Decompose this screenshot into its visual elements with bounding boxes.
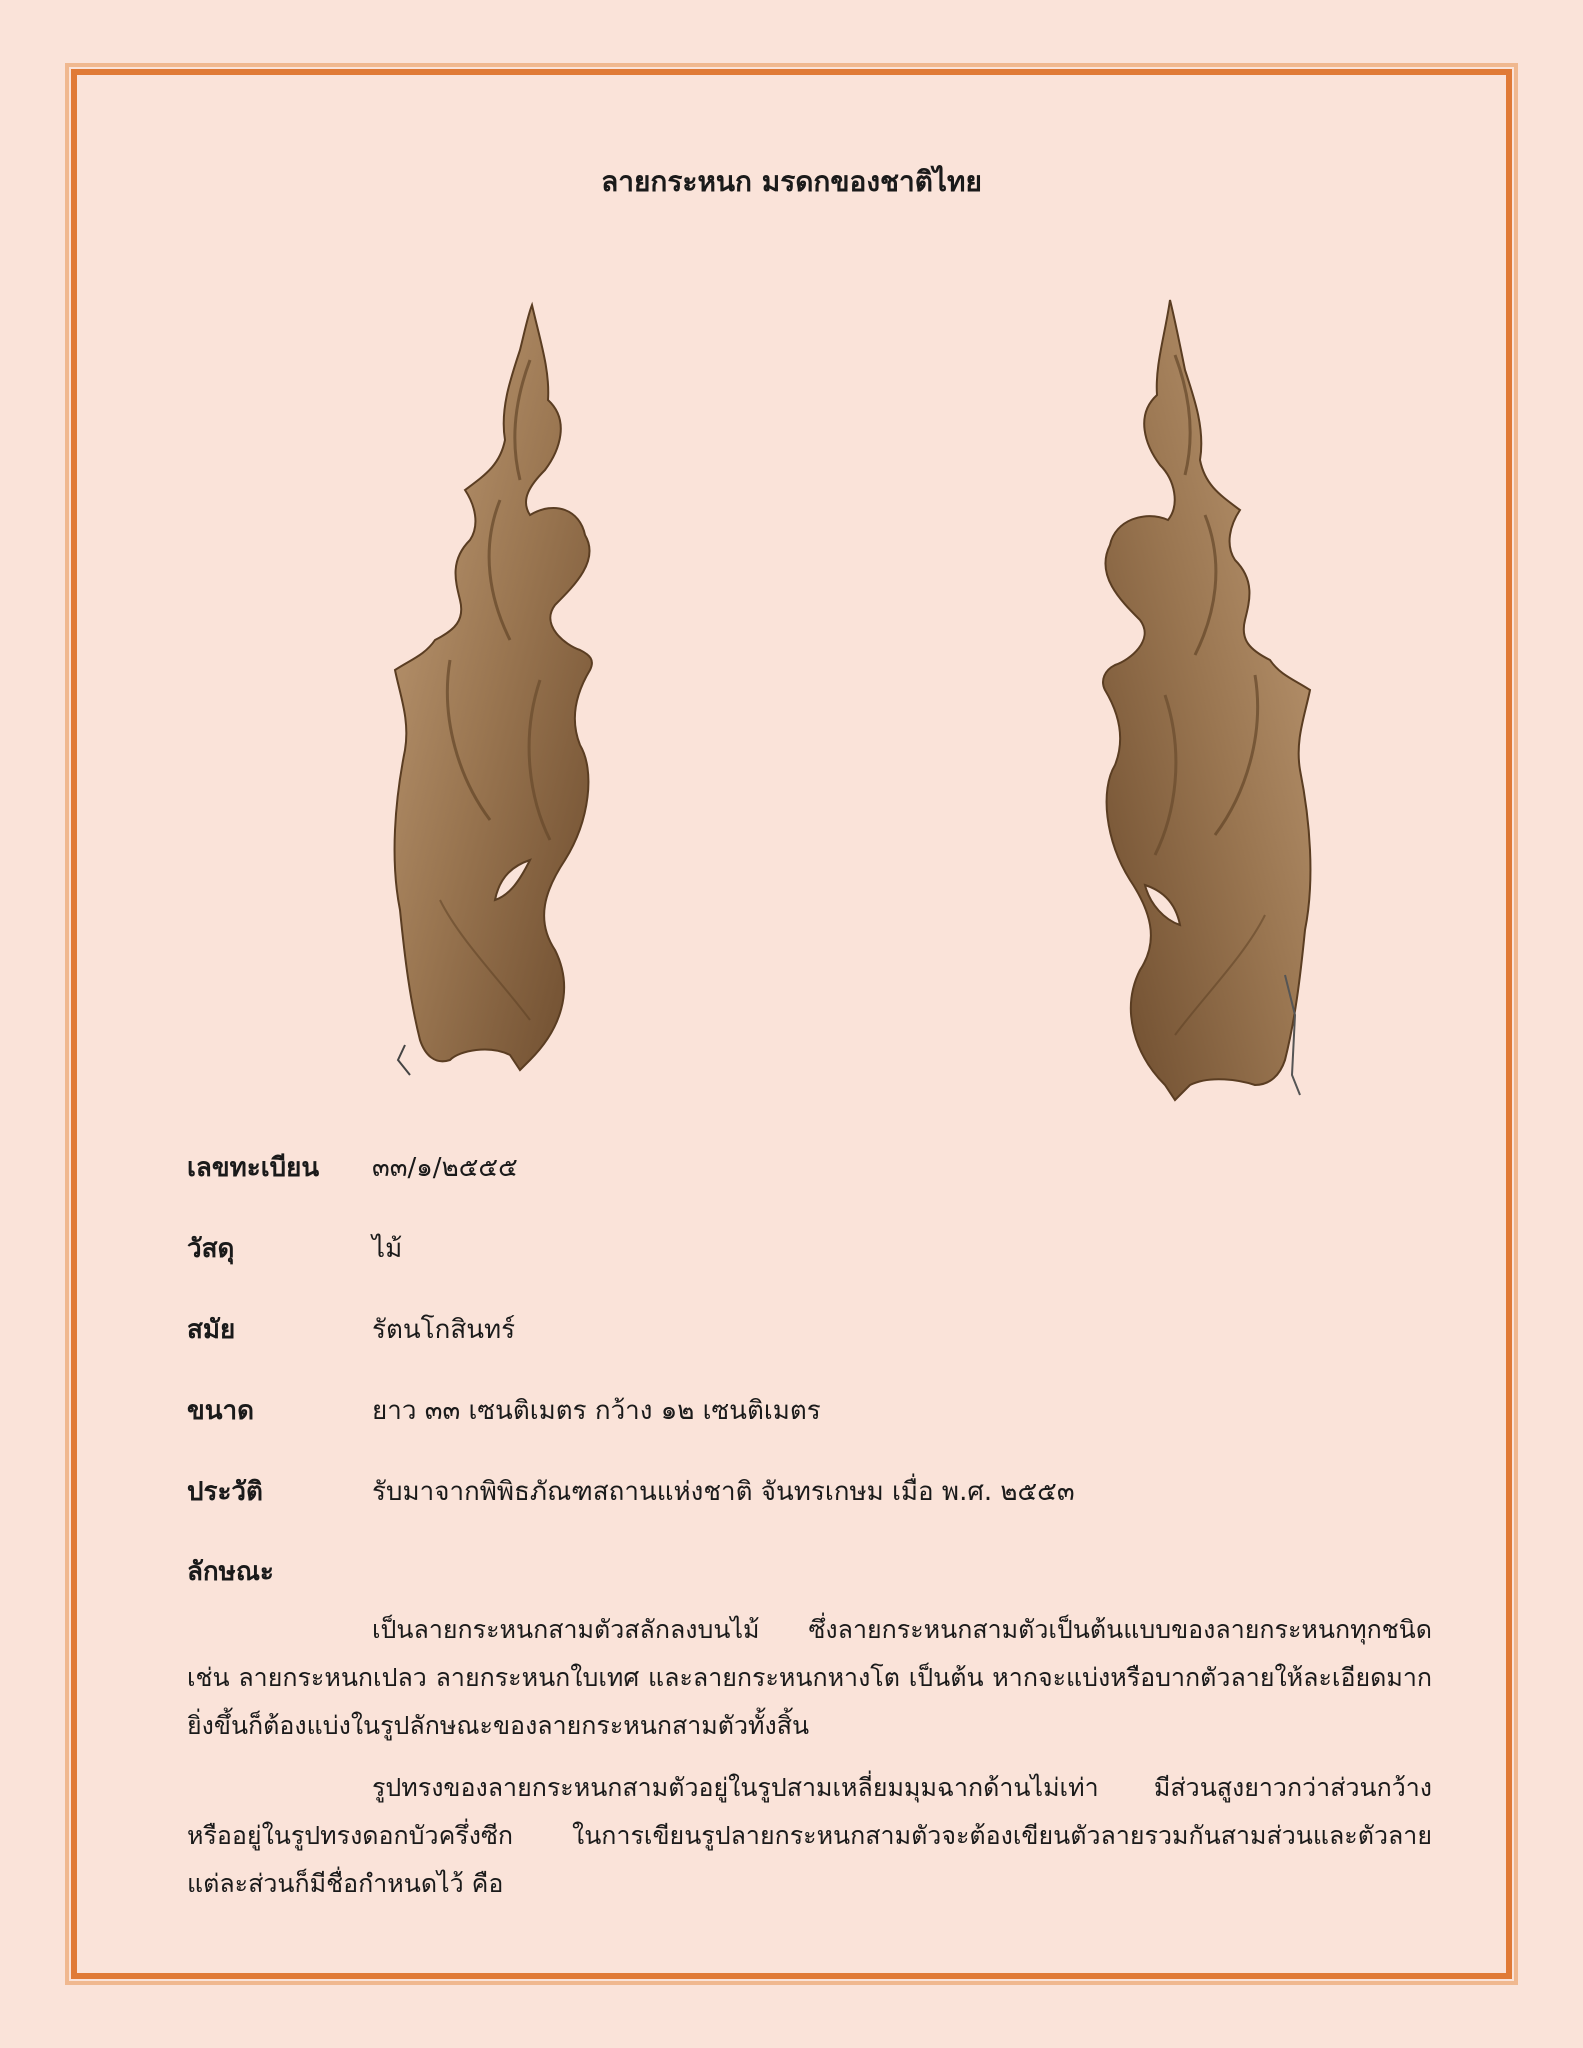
detail-value: ไม้: [372, 1234, 403, 1264]
detail-label: สมัย: [187, 1315, 236, 1345]
artifact-image-front: [380, 300, 680, 1080]
carved-kranok-front-illustration: [380, 300, 680, 1080]
detail-value: รัตนโกสินทร์: [372, 1315, 516, 1345]
detail-label: วัสดุ: [187, 1234, 235, 1264]
characteristics-paragraph-2: รูปทรงของลายกระหนกสามตัวอยู่ในรูปสามเหลี่ยมมุมฉากด้านไม่เท่า มีส่วนสูงยาวกว่าส่วนกว้าง หรืออยู่ในรูปทรงดอกบัวครึ่งซีก ในการเขียนรูปลายกระหนกสามตัวจะต้องเขียนตัวลายรวมกันสามส่วนและตัวลายแต่ละส่วนก็มีชื่อกำหนดไว้ คือ: [187, 1773, 1432, 1898]
detail-label: ประวัติ: [187, 1477, 263, 1507]
artifact-image-back: [1030, 295, 1330, 1115]
characteristics-paragraph-1: เป็นลายกระหนกสามตัวสลักลงบนไม้ ซึ่งลายกระหนกสามตัวเป็นต้นแบบของลายกระหนกทุกชนิด เช่น ลายกระหนกเปลว ลายกระหนกใบเทศ และลายกระหนกหางโต เป็นต้น หากจะแบ่งหรือบากตัวลายให้ละเอียดมากยิ่งขึ้นก็ต้องแบ่งในรูปลักษณะของลายกระหนกสามตัวทั้งสิ้น: [187, 1615, 1432, 1740]
characteristics-heading: ลักษณะ: [187, 1557, 274, 1587]
detail-value: ๓๓/๑/๒๕๕๕: [372, 1153, 518, 1183]
detail-value: รับมาจากพิพิธภัณฑสถานแห่งชาติ จันทรเกษม เมื่อ พ.ศ. ๒๕๕๓: [372, 1477, 1075, 1507]
page-title: ลายกระหนก มรดกของชาติไทย: [601, 165, 982, 198]
detail-label: ขนาด: [187, 1396, 255, 1426]
detail-label: เลขทะเบียน: [187, 1153, 320, 1183]
carved-kranok-back-illustration: [1030, 295, 1330, 1115]
detail-value: ยาว ๓๓ เซนติเมตร กว้าง ๑๒ เซนติเมตร: [372, 1396, 821, 1426]
